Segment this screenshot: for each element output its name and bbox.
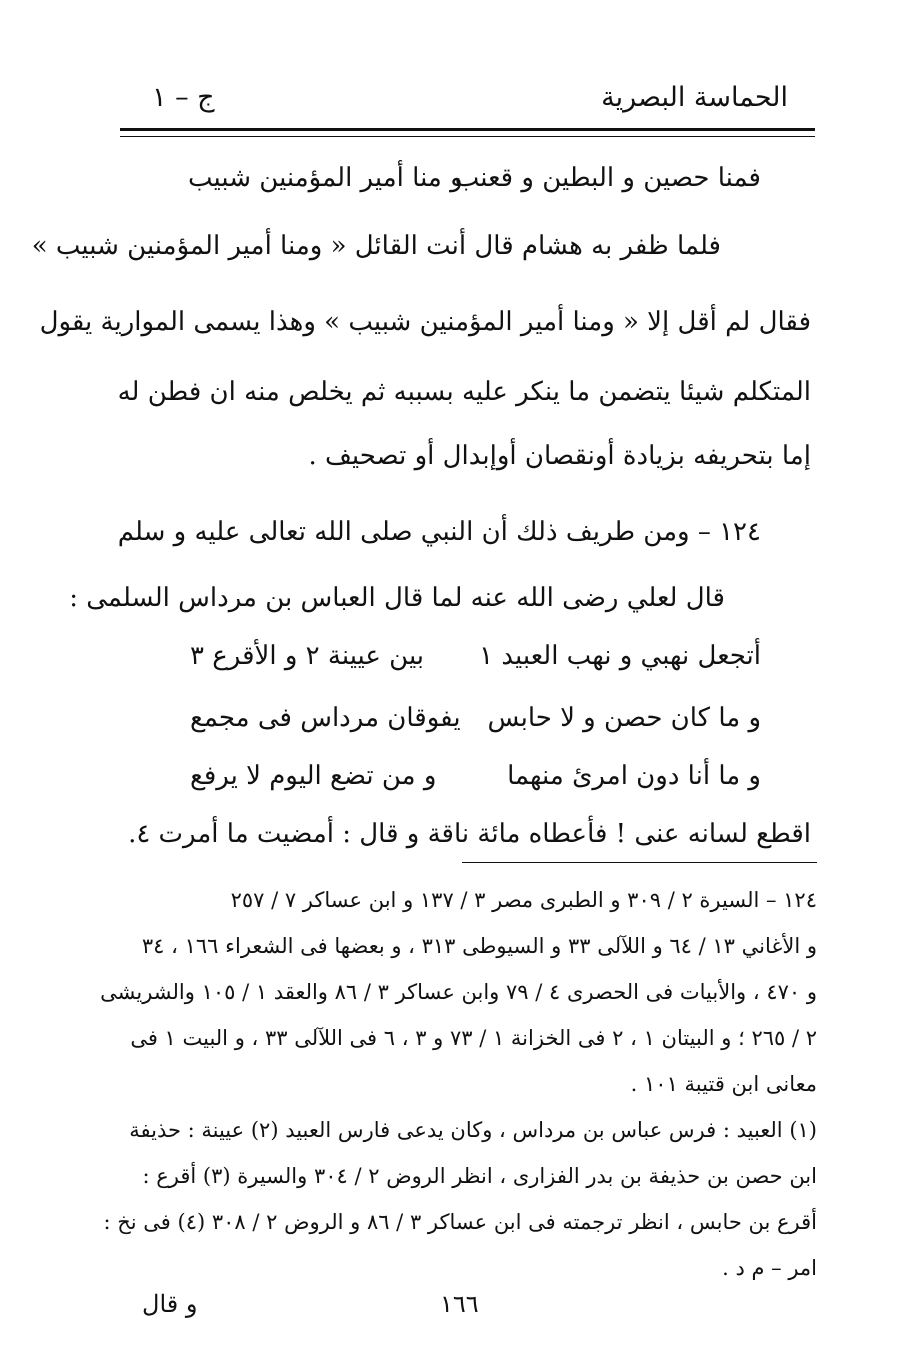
poem-verse-3-second: و من تضع اليوم لا يرفع	[190, 761, 437, 791]
text-line-4: المتكلم شيئا يتضمن ما ينكر عليه بسببه ثم يخلص منه ان فطن له	[117, 377, 811, 407]
reference-line-2: و الأغاني ١٣ / ٦٤ و اللآلى ٣٣ و السيوطى ٣١٣ ، و بعضها فى الشعراء ١٦٦ ، ٣٤	[141, 934, 817, 958]
text-line-8: اقطع لسانه عنى ! فأعطاه مائة ناقة و قال : أمضيت ما أمرت ٤.	[128, 819, 811, 849]
text-line-3: فقال لم أقل إلا « ومنا أمير المؤمنين شبيب » وهذا يسمى الموارية يقول	[39, 307, 811, 337]
reference-line-3: و ٤٧٠ ، والأبيات فى الحصرى ٤ / ٧٩ وابن عساكر ٣ / ٨٦ والعقد ١ / ١٠٥ والشريشى	[100, 980, 817, 1004]
page-number: ١٦٦	[440, 1290, 479, 1318]
footnote-line-1: (١) العبيد : فرس عباس بن مرداس ، وكان يدعى فارس العبيد (٢) عيينة : حذيفة	[129, 1118, 817, 1142]
running-title: الحماسة البصرية	[601, 82, 788, 113]
footnote-line-2: ابن حصن بن حذيفة بن بدر الفزارى ، انظر الروض ٢ / ٣٠٤ والسيرة (٣) أقرع :	[142, 1164, 817, 1188]
reference-line-1: ١٢٤ – السيرة ٢ / ٣٠٩ و الطبرى مصر ٣ / ١٣٧ و ابن عساكر ٧ / ٢٥٧	[230, 888, 817, 912]
poem-verse-1-second: بين عيينة ٢ و الأقرع ٣	[190, 641, 425, 671]
verse-1-first-hemistich: فمنا حصين و البطين و قعنب	[454, 163, 761, 193]
footnote-line-4: امر – م د .	[722, 1256, 817, 1280]
verse-1-second-hemistich: و منا أمير المؤمنين شبيب	[188, 163, 463, 193]
text-line-6: ١٢٤ – ومن طريف ذلك أن النبي صلى الله تعالى عليه و سلم	[117, 517, 761, 547]
reference-line-5: معانى ابن قتيبة ١٠١ .	[630, 1072, 817, 1096]
volume-label: ج – ١	[152, 82, 215, 113]
header-rule-thick	[120, 128, 815, 131]
text-line-5: إما بتحريفه بزيادة أونقصان أوإبدال أو تصحيف .	[308, 441, 811, 471]
catchword: و قال	[142, 1290, 198, 1318]
poem-verse-3-first: و ما أنا دون امرئ منهما	[507, 761, 761, 791]
reference-line-4: ٢ / ٢٦٥ ؛ و البيتان ١ ، ٢ فى الخزانة ١ / ٧٣ و ٣ ، ٦ فى اللآلى ٣٣ ، و البيت ١ فى	[130, 1026, 817, 1050]
header-rule-thin	[120, 136, 815, 137]
poem-verse-2-second: يفوقان مرداس فى مجمع	[190, 703, 461, 733]
text-line-2: فلما ظفر به هشام قال أنت القائل « ومنا أمير المؤمنين شبيب »	[31, 231, 721, 261]
poem-verse-1-first: أتجعل نهبي و نهب العبيد ١	[479, 641, 761, 671]
poem-verse-2-first: و ما كان حصن و لا حابس	[487, 703, 761, 733]
text-line-7: قال لعلي رضى الله عنه لما قال العباس بن مرداس السلمى :	[69, 583, 725, 613]
footnote-line-3: أقرع بن حابس ، انظر ترجمته فى ابن عساكر ٣ / ٨٦ و الروض ٢ / ٣٠٨ (٤) فى نخ :	[103, 1210, 817, 1234]
footnote-rule	[462, 862, 817, 863]
